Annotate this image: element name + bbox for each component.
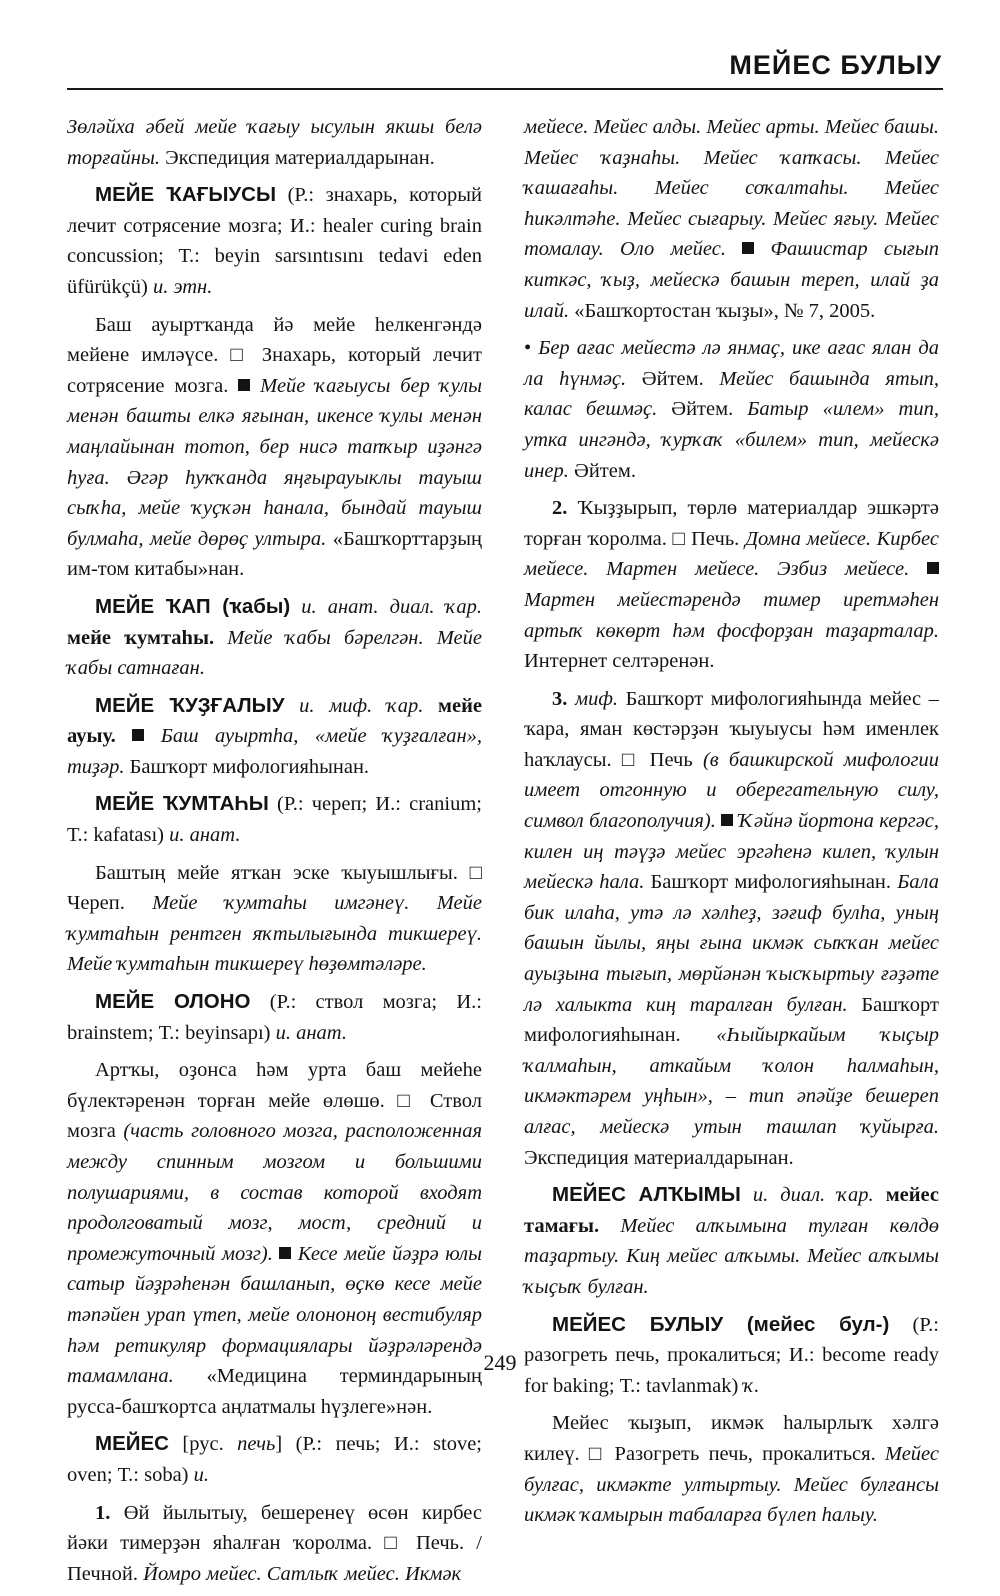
headword: МЕЙЕ ОЛОНО <box>95 990 251 1014</box>
entry-mejyes-alkymy <box>524 1180 939 1302</box>
entry-mejye-kap <box>67 592 482 684</box>
proverbs <box>524 333 939 486</box>
entry-mejye-kagyusy <box>67 180 482 302</box>
source-text: Экспедиция материалдарынан. <box>159 146 435 169</box>
sense-2 <box>524 493 939 677</box>
etymology-word: печь <box>237 1433 276 1456</box>
page-number: 249 <box>483 1350 517 1375</box>
sense-number: 1. <box>95 1501 111 1524</box>
proverb-text: Батыр «илем» тип, утка ингәндә, ҡурҡаҡ «билем» тип, мейескә инер. <box>524 398 939 482</box>
headword: МЕЙЕС БУЛЫУ (мейес бул-) <box>552 1312 890 1336</box>
grammar-label: и. анат. диал. ҡар. <box>290 595 482 618</box>
example-text: Мартен мейестәрендә тимер иретмәһен артыҡ көкөрт һәм фосфорҙан таҙарталар. <box>524 588 939 642</box>
example-text: Мейе ҡабы бәрелгән. Мейе ҡабы сатнаған. <box>67 626 482 680</box>
example-text: Фашистар сығып киткәс, ҡыҙ, мейескә башын тереп, илай ҙа илай. <box>524 238 939 322</box>
example-text: «Һыйыркайым ҡыҫыр ҡалмаһын, аткайым ҡолон һалмаһын, икмәктәрем уңһын», – тип әпәйҙе бешереп алғас, мейескә утын ташлап ҡуйырға. <box>524 1024 939 1138</box>
example-marker <box>238 379 250 391</box>
headword: МЕЙЕС АЛҠЫМЫ <box>552 1183 741 1207</box>
example-marker <box>927 562 939 574</box>
grammar-label: ҡ. <box>743 1374 760 1397</box>
example-marker <box>721 814 733 826</box>
headword: МЕЙЕ ҠАҒЫУСЫ <box>95 183 277 207</box>
grammar-label: и. <box>193 1463 209 1486</box>
example-text: Мейе ҡағыусы бер ҡулы менән башты елкә яғынан, икенсе ҡулы менән маңлайынан тотоп, бер нисә тапҡыр иҙәнгә һуға. Әгәр һуҡҡанда яңғырауыклы тауыш сыҡһа, мейе ҡуҫҡән һанала, бындай тауыш булмаһа, мейе дөрөҫ ултыра. <box>67 374 482 550</box>
example-text: Баш ауыртһа, «мейе ҡуҙғалған», тиҙәр. <box>67 725 482 778</box>
example-text: Зөләйха әбей мейе ҡағыу ысулын якшы белә торғайны. <box>67 116 482 169</box>
source-text: Башҡорт мифологияһынан. <box>524 993 939 1047</box>
sense-number: 2. <box>552 497 568 520</box>
translations: (Р.: разогреть печь, прокалиться; И.: become ready for baking; Т.: tavlanmak) <box>524 1313 939 1397</box>
definition-text: Башҡорт мифологияһында мейес – ҡара, яман көстәрҙән ҡыуыусы һәм именлек һаҡлаусы. □ Печь <box>524 687 940 771</box>
example-text: Йомро мейес. Сатлыҡ мейес. Икмәк <box>143 1562 462 1585</box>
definition-text: Баш ауыртҡанда йә мейе һелкенгәндә мейене имләүсе. □ Знахарь, который лечит сотрясение мозга. <box>67 313 482 397</box>
cross-reference: мейе ҡумтаһы. <box>67 626 215 649</box>
entry-mejye-kumtahy <box>67 789 482 850</box>
definition-text: Артҡы, оҙонса һәм урта баш мейеһе бүлектәренән торған мейе өлөшө. □ Ствол мозга <box>67 1059 482 1143</box>
grammar-label: и. анат. <box>169 824 241 847</box>
source-text: «Медицина терминдарының русса-башҡортса аңлатмалы һүҙлеге»нән. <box>67 1365 482 1418</box>
entry-mejye-olono <box>67 987 482 1048</box>
source-text: Башҡорт мифологияһынан. <box>644 871 898 894</box>
example-text: Ҡәйнә йортона кергәс, килен иң тәүҙә мейес эргәһенә килеп, ҡулын мейескә һала. <box>524 810 940 894</box>
translations: (Р.: знахарь, который лечит сотрясение мозга; И.: healer curing brain concussion; Т.: beyin sarsıntısını tedavi eden üfürükçü) <box>67 184 482 298</box>
source-text: Интернет селтәренән. <box>524 650 715 673</box>
example-text: Домна мейесе. Кирбес мейесе. Мартен мейесе. Эзбиз мейесе. <box>524 527 939 581</box>
sense-3 <box>524 684 939 1174</box>
headword: МЕЙЕС <box>95 1432 169 1456</box>
example-text: Бала бик илаһа, утә лә хәлһеҙ, зәғиф булһа, уның башын йылы, яңы ғына икмәк сыҡҡан мейес ауыҙына тығып, мөрйәнән ҡысҡыртыу ғәҙәте лә халыкта киң таралған булған. <box>524 871 939 1016</box>
example-text: Кесе мейе йәҙрә юлы сатыр йәҙрәһенән башланып, өҫкө кесе мейе тәпәйен урап үтеп, мейе олононоң вестибуляр һәм ретикуляр формациялары йәҙрәләрендә тамамлана. <box>67 1242 482 1388</box>
headword: МЕЙЕ ҠУҘҒАЛЫУ <box>95 693 285 717</box>
grammar-label: и. анат. <box>275 1021 347 1044</box>
russian-gloss: (в башкирской мифологии имеет отгонную и оберегательную силу, символ благополучия). <box>524 748 939 833</box>
entry-mejyes <box>67 1429 482 1490</box>
definition-text: Мейес ҡыҙып, икмәк һалырлыҡ хәлгә килеү. □ Разогреть печь, прокалиться. <box>524 1412 939 1465</box>
translations: (Р.: ствол мозга; И.: brainstem; Т.: beyinsapı) <box>67 991 482 1044</box>
definition-text: Ҡыҙҙырып, төрлө материалдар эшкәртә торған ҡоролма. □ Печь. <box>524 497 939 550</box>
cross-reference: мейе ауыу. <box>67 694 483 748</box>
definition-text: Өй йылытыу, бешеренеү өсөн кирбес йәки тимерҙән яһалған ҡоролма. □ Печь. / Печной. <box>67 1501 482 1585</box>
example-text: мейесе. Мейес алды. Мейес арты. Мейес башы. Мейес ҡаҙнаһы. Мейес ҡапҡасы. Мейес ҡашағаһы. Мейес соҡалтаһы. Мейес һикәлтәһе. Мейес сығарыу. Мейес яғыу. Мейес томалау. Оло мейес. <box>524 116 939 261</box>
example-marker <box>132 729 144 741</box>
example-marker <box>279 1247 291 1259</box>
spacer <box>567 688 575 710</box>
source-text: «Башҡортостан ҡыҙы», № 7, 2005. <box>569 299 876 322</box>
sense-1 <box>67 1498 482 1590</box>
source-text: «Башҡорттарҙың им-том китабы»нан. <box>67 527 482 581</box>
running-head: МЕЙЕС БУЛЫУ <box>729 50 942 80</box>
grammar-label: и. этн. <box>152 275 213 298</box>
definition <box>524 1408 939 1530</box>
proverb-text: Бер ағас мейестә лә янмаҫ, ике ағас ялан да ла һүнмәҫ. <box>524 337 939 390</box>
entry-mejye-kuzgalyu <box>67 691 482 783</box>
headword: МЕЙЕ ҠАП (ҡабы) <box>95 594 291 618</box>
entry-continuation <box>67 112 482 173</box>
sense-1-continuation <box>524 112 939 326</box>
headword: МЕЙЕ ҠУМТАҺЫ <box>95 792 269 816</box>
grammar-label: и. миф. ҡар. <box>284 694 439 717</box>
example-text: Мейес булғас, икмәкте ултыртыу. Мейес булғансы икмәк ҡамырын табаларға бүлеп һалыу. <box>524 1442 939 1527</box>
etymology: [рус. <box>168 1433 238 1456</box>
header-rule <box>67 88 943 90</box>
proverb-bullet: • <box>524 337 539 360</box>
source-text: Әйтем. <box>568 459 636 482</box>
proverb-text: Мейес башында ятып, калас бешмәҫ. <box>524 367 939 421</box>
source-text: Экспедиция материалдарынан. <box>524 1146 794 1169</box>
russian-gloss: (часть головного мозга, расположенная между спинным мозгом и большими полушариями, в состав которой входят продолговатый мозг, мост, средний и промежуточный мозг). <box>67 1120 482 1265</box>
translations: (Р.: череп; И.: cranium; Т.: kafatası) <box>67 793 482 847</box>
cross-reference: мейес тамағы. <box>524 1184 940 1237</box>
definition <box>67 310 482 585</box>
translations: ] (Р.: печь; И.: stove; oven; Т.: soba) <box>67 1433 483 1486</box>
definition <box>67 858 482 980</box>
example-marker <box>742 242 754 254</box>
source-text: Башҡорт мифологияһынан. <box>124 755 370 778</box>
example-text: Мейес алҡымына тулған көлдө таҙартыу. Киң мейес алҡымы. Мейес алҡымы ҡыҫыҡ булған. <box>524 1214 939 1298</box>
definition-text: Баштың мейе ятҡан эске ҡыуышлығы. □ Череп. <box>67 861 482 915</box>
grammar-label: миф. <box>574 687 618 710</box>
grammar-label: и. диал. ҡар. <box>740 1184 886 1207</box>
right-column <box>524 112 939 1538</box>
source-text: Әйтем. <box>657 398 748 421</box>
example-text: Мейе ҡумтаһы имгәнеү. Мейе ҡумтаһын рентген яҡтылығында тикшереү. Мейе ҡумтаһын тикшереү һөҙөмтәләре. <box>67 892 482 976</box>
sense-number: 3. <box>552 687 568 710</box>
source-text: Әйтем. <box>626 367 720 390</box>
